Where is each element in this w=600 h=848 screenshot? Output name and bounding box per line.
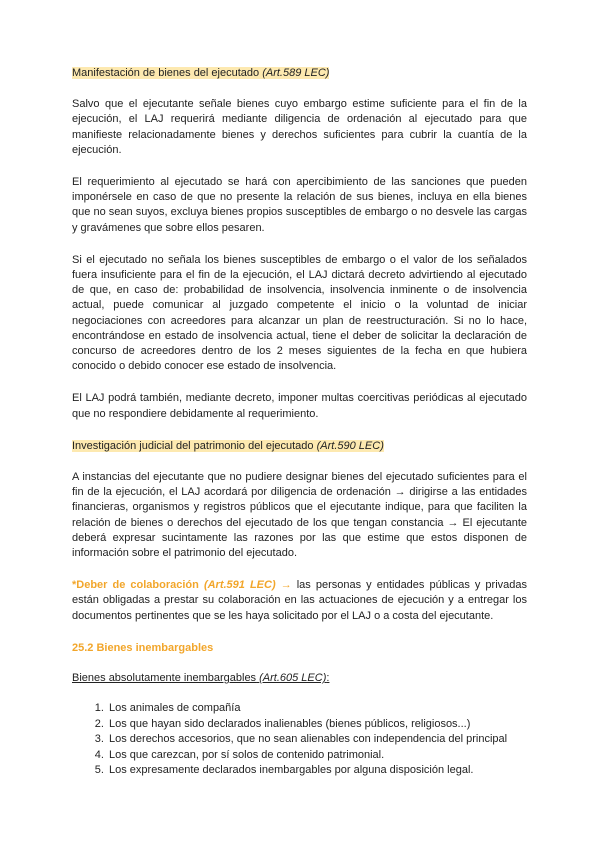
paragraph: Si el ejecutado no señala los bienes susceptibles de embargo o el valor de los señalados fuera insuficiente para el fin de la ejecución, el LAJ dictará decreto advirtiendo al ejecutado de que, en caso de: probabilidad de insolvencia, insolvencia inminente o de insolvencia actual, puede comunicar al juzgado competente el inicio o la voluntad de iniciar negociaciones con acreedores para alcanzar un plan de reestructuración. Si no lo hace, encontrándose en estado de insolvencia actual, tiene el deber de solicitar la declaración de concurso de acreedores dentro de los 2 meses siguientes de la fecha en que hubiera conocido o debido conocer ese estado de insolvencia. (72, 253, 527, 373)
inembargable-list (72, 701, 527, 778)
subheading-colon: : (326, 672, 330, 685)
heading-highlight (72, 67, 329, 79)
subheading-ref: (Art.605 LEC) (259, 672, 327, 685)
note-label: *Deber de colaboración (72, 579, 199, 592)
list-item: 2. Los que hayan sido declarados inalienables (bienes públicos, religiosos...) (107, 717, 527, 732)
list-item: 3. Los derechos accesorios, que no sean alienables con independencia del principal (107, 732, 527, 747)
document-page (72, 66, 527, 778)
section-heading-manifestacion (72, 66, 527, 81)
list-item: 5. Los expresamente declarados inembargables por alguna disposición legal. (107, 763, 527, 778)
note-ref: (Art.591 LEC) (203, 579, 276, 592)
list-item: 4. Los que carezcan, por sí solos de contenido patrimonial. (107, 748, 527, 763)
list-item: 1. Los animales de compañía (107, 701, 527, 716)
paragraph: El requerimiento al ejecutado se hará con apercibimiento de las sanciones que pueden imponérsele en caso de que no presente la relación de sus bienes, incluya en ella bienes que no sean suyos, excluya bienes propios susceptibles de embargo o no desvele las cargas y gravámenes que sobre ellos pesaren. (72, 176, 527, 234)
collaboration-note (72, 578, 527, 624)
paragraph: A instancias del ejecutante que no pudiere designar bienes del ejecutado suficientes para el fin de la ejecución, el LAJ acordará por diligencia de ordenación → dirigirse a las entidades financieras, organismos y registros públicos que el ejecutante indique, para que faciliten la relación de bienes o derechos del ejecutado de los que tengan constancia → El ejecutante deberá expresar sucintamente las razones por las que estime que estos disponen de información sobre el patrimonio del ejecutado. (72, 471, 527, 560)
heading-text: Manifestación de bienes del ejecutado (72, 67, 260, 79)
section-title: 25.2 Bienes inembargables (72, 641, 214, 654)
paragraph: Salvo que el ejecutante señale bienes cuyo embargo estime suficiente para el fin de la ejecución, el LAJ requerirá mediante diligencia de ordenación al ejecutado para que manifieste relacionadamente bienes y derechos suficientes para cubrir la cuantía de la ejecución. (72, 98, 527, 156)
heading-ref: (Art.589 LEC) (262, 67, 330, 79)
subheading-text: Bienes absolutamente inembargables (72, 672, 257, 685)
heading-text: Investigación judicial del patrimonio del ejecutado (72, 439, 314, 452)
heading-highlight (72, 440, 384, 452)
subheading (72, 671, 527, 686)
note-text: las personas y entidades públicas y privadas están obligadas a prestar su colaboración en las actuaciones de ejecución y a entregar los documentos pertinentes que se les haya solicitado por el LAJ o a costa del ejecutante. (72, 579, 528, 622)
arrow-icon: → (280, 579, 292, 592)
section-heading-investigacion (72, 439, 527, 454)
heading-ref: (Art.590 LEC) (316, 439, 384, 452)
paragraph: El LAJ podrá también, mediante decreto, imponer multas coercitivas periódicas al ejecutado que no respondiere debidamente al requerimiento. (72, 392, 527, 420)
